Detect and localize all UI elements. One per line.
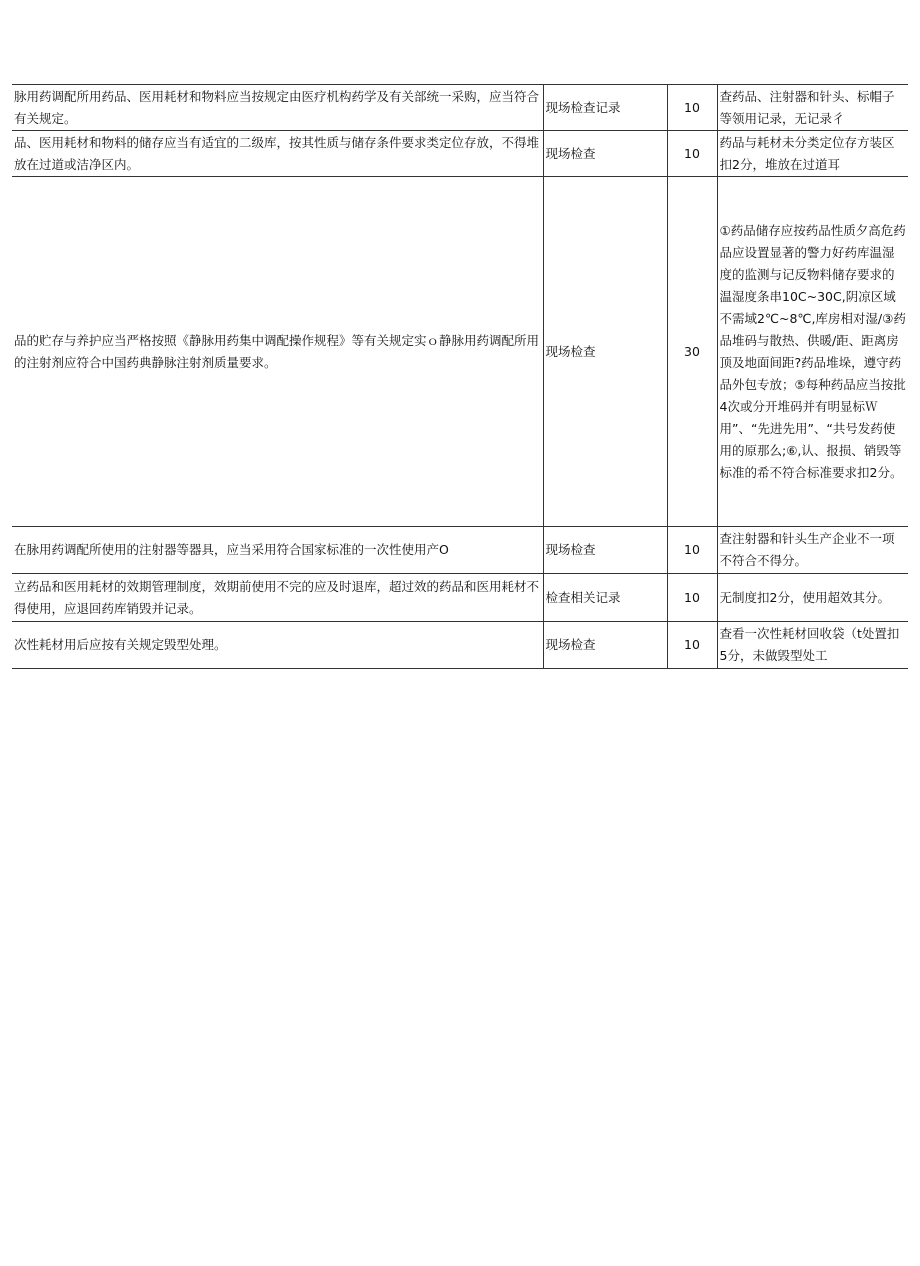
score-cell: 30 — [667, 177, 717, 527]
score-cell: 10 — [667, 85, 717, 131]
score-cell: 10 — [667, 527, 717, 574]
method-cell: 检查相关记录 — [543, 574, 667, 622]
deduction-cell: 查药品、注射器和针头、标帽子等领用记录，无记录彳 — [717, 85, 908, 131]
method-cell: 现场检查 — [543, 527, 667, 574]
score-cell: 10 — [667, 574, 717, 622]
deduction-cell: ①药品储存应按药品性质夕高危药品应设置显著的警力好药库温湿度的监测与记反物料储存要求的温湿度条串10C~30C,阴凉区域不需域2℃~8℃,库房相对湿/③药品堆码与散热、供暖/距、距离房顶及地面间距?药品堆垛，遵守药品外包专放；⑤每种药品应当按批4次或分开堆码并有明显标Ｗ用”、“先进先用”、“共号发药使用的原那么;⑥,认、报损、销毁等标准的希不符合标准要求扣2分。 — [717, 177, 908, 527]
method-cell: 现场检查记录 — [543, 85, 667, 131]
deduction-cell: 药品与耗材未分类定位存方装区扣2分，堆放在过道耳 — [717, 131, 908, 177]
method-cell: 现场检查 — [543, 131, 667, 177]
table-row — [12, 131, 908, 177]
table-row — [12, 527, 908, 574]
score-cell: 10 — [667, 131, 717, 177]
requirement-cell: 次性耗材用后应按有关规定毁型处理。 — [12, 622, 543, 669]
table-row — [12, 622, 908, 669]
requirement-cell: 在脉用药调配所使用的注射器等器具，应当采用符合国家标准的一次性使用产O — [12, 527, 543, 574]
score-cell: 10 — [667, 622, 717, 669]
table-row — [12, 177, 908, 527]
requirement-cell: 立药品和医用耗材的效期管理制度，效期前使用不完的应及时退库，超过效的药品和医用耗材不得使用，应退回药库销毁并记录。 — [12, 574, 543, 622]
inspection-standards-table — [12, 84, 908, 669]
table-row — [12, 85, 908, 131]
requirement-cell: 脉用药调配所用药品、医用耗材和物料应当按规定由医疗机构药学及有关部统一采购，应当符合有关规定。 — [12, 85, 543, 131]
method-cell: 现场检查 — [543, 622, 667, 669]
deduction-cell: 查看一次性耗材回收袋（t处置扣5分，未做毁型处工 — [717, 622, 908, 669]
table-row — [12, 574, 908, 622]
requirement-cell: 品的贮存与养护应当严格按照《静脉用药集中调配操作规程》等有关规定实ｏ静脉用药调配所用的注射剂应符合中国药典静脉注射剂质量要求。 — [12, 177, 543, 527]
deduction-cell: 查注射器和针头生产企业不一项不符合不得分。 — [717, 527, 908, 574]
requirement-cell: 品、医用耗材和物料的储存应当有适宜的二级库，按其性质与储存条件要求类定位存放，不得堆放在过道或洁净区内。 — [12, 131, 543, 177]
method-cell: 现场检查 — [543, 177, 667, 527]
deduction-cell: 无制度扣2分，使用超效其分。 — [717, 574, 908, 622]
